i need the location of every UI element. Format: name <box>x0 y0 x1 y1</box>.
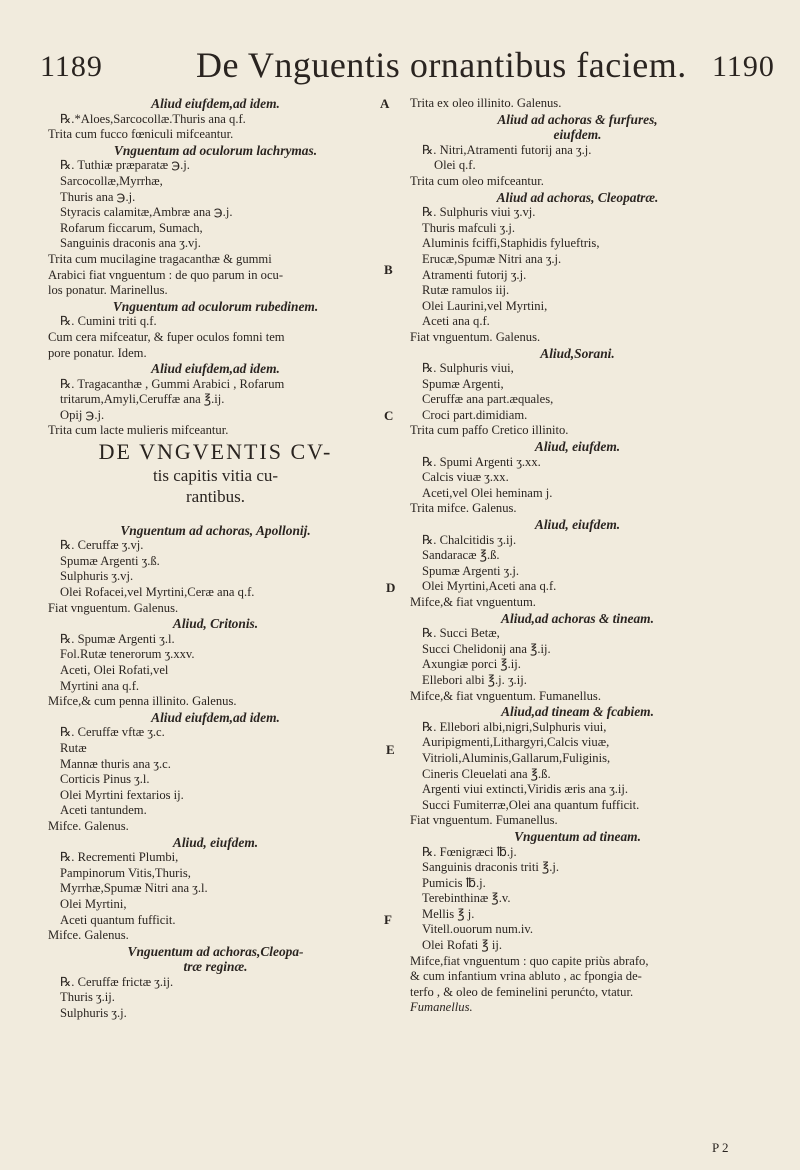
text-line: ℞.*Aloes,Sarcocollæ.Thuris ana q.f. <box>60 111 246 126</box>
text-line: Olei Rofati ℥ ij. <box>422 938 503 953</box>
text-line: Trita cum lacte mulieris mifceantur. <box>48 423 229 438</box>
text-line: Atramenti futorij ʒ.j. <box>422 267 527 282</box>
margin-letter-f: F <box>384 912 392 927</box>
margin-letter-e: E <box>386 742 395 757</box>
text-line: Pumicis ℔.j. <box>422 875 486 890</box>
text-line: Sarcocollæ,Myrrhæ, <box>60 173 163 188</box>
text-line: Aceti tantundem. <box>60 803 147 818</box>
text-line: ℞. Ceruffæ ʒ.vj. <box>60 538 144 553</box>
text-line: Ellebori albi ℥.j. ʒ.ij. <box>422 672 527 687</box>
text-line: Myrrhæ,Spumæ Nitri ana ʒ.l. <box>60 881 208 896</box>
recipe-heading: Aliud,ad tineam & fcabiem. <box>501 704 654 720</box>
margin-letter-d: D <box>386 580 396 595</box>
text-line <box>48 507 383 523</box>
recipe-heading: Aliud,Sorani. <box>540 345 615 361</box>
margin-letter-c: C <box>384 408 394 423</box>
text-line: Mifce,& fiat vnguentum. <box>410 595 536 609</box>
text-line: Spumæ Argenti, <box>422 376 504 391</box>
text-line: Succi Fumiterræ,Olei ana quantum fufficit. <box>422 797 640 812</box>
text-line: los ponatur. Marinellus. <box>48 283 168 298</box>
text-line: Terebinthinæ ℥.v. <box>422 891 511 906</box>
text-line: pore ponatur. Idem. <box>48 345 147 360</box>
recipe-heading: Aliud,ad achoras & tineam. <box>501 610 654 626</box>
recipe-heading: træ reginæ. <box>183 959 248 975</box>
text-line: Trita cum mucilagine tragacanthæ & gummi <box>48 251 272 266</box>
text-line: ℞. Chalcitidis ʒ.ij. <box>422 532 517 547</box>
text-line: ℞. Tragacanthæ , Gummi Arabici , Rofarum <box>60 376 285 391</box>
text-line: Olei q.f. <box>434 158 476 173</box>
text-line: ℞. Ceruffæ frictæ ʒ.ij. <box>60 974 174 989</box>
text-line: Croci part.dimidiam. <box>422 407 528 422</box>
recipe-heading: Vnguentum ad oculorum rubedinem. <box>112 298 319 314</box>
text-line: Corticis Pinus ʒ.l. <box>60 772 150 787</box>
recipe-heading: Aliud eiufdem,ad idem. <box>151 709 280 725</box>
margin-letter-b: B <box>384 262 393 277</box>
text-line: Myrtini ana q.f. <box>60 678 140 693</box>
text-line: Pampinorum Vitis,Thuris, <box>60 865 191 880</box>
text-line: & cum infantium vrina abluto , ac fpongia de- <box>410 969 642 984</box>
text-line: ℞. Ellebori albi,nigri,Sulphuris viui, <box>422 719 607 734</box>
text-line: ℞. Spumi Argenti ʒ.xx. <box>422 454 541 469</box>
text-line: ℞. Nitri,Atramenti futorij ana ʒ.j. <box>422 142 592 157</box>
text-line: Succi Chelidonij ana ℥.ij. <box>422 641 551 656</box>
left-column <box>48 96 383 1022</box>
text-line: Olei Myrtini,Aceti ana q.f. <box>422 579 557 594</box>
text-line: DE VNGVENTIS CV- <box>98 439 333 465</box>
text-line: Trita cum paffo Cretico illinito. <box>410 423 569 438</box>
recipe-heading: Aliud eiufdem,ad idem. <box>151 361 280 377</box>
text-line: ℞. Fœnigræci ℔.j. <box>422 844 517 859</box>
right-column <box>410 96 745 1016</box>
text-line: Opij ℈.j. <box>60 407 105 422</box>
text-line: Mannæ thuris ana ʒ.c. <box>60 756 171 771</box>
text-line: Thuris ʒ.ij. <box>60 990 115 1005</box>
text-line: Aluminis fciffi,Staphidis fylueftris, <box>422 236 600 251</box>
text-line: Mifce,& cum penna illinito. Galenus. <box>48 694 237 709</box>
text-line: Aceti,vel Olei heminam j. <box>422 485 553 500</box>
text-line: ℞. Spumæ Argenti ʒ.l. <box>60 631 175 646</box>
text-line: ℞. Recrementi Plumbi, <box>60 850 179 865</box>
text-line: Aceti quantum fufficit. <box>60 912 176 927</box>
text-line: rantibus. <box>185 487 246 507</box>
recipe-heading: Vnguentum ad achoras, Apollonij. <box>120 522 311 538</box>
text-line: Fiat vnguentum. Fumanellus. <box>410 813 558 828</box>
recipe-heading: Vnguentum ad tineam. <box>514 828 641 844</box>
text-line: Aceti ana q.f. <box>422 314 490 329</box>
text-line: Sulphuris ʒ.vj. <box>60 569 134 584</box>
text-line: Sanguinis draconis triti ℥.j. <box>422 860 560 875</box>
text-line: Rutæ <box>60 740 87 755</box>
text-line: Spumæ Argenti ʒ.j. <box>422 563 520 578</box>
recipe-heading: Aliud, eiufdem. <box>534 439 621 455</box>
text-line: Mellis ℥ j. <box>422 906 475 921</box>
text-line: Cum cera mifceatur, & fuper oculos fomni tem <box>48 329 285 344</box>
recipe-heading: eiufdem. <box>553 127 602 143</box>
text-line: Fumanellus. <box>410 1000 473 1015</box>
text-line: Cineris Cleuelati ana ℥.ß. <box>422 766 551 781</box>
text-line: Spumæ Argenti ʒ.ß. <box>60 553 160 568</box>
margin-letter-a: A <box>380 96 390 111</box>
text-line: Trita cum oleo mifceantur. <box>410 173 544 188</box>
text-line: Auripigmenti,Lithargyri,Calcis viuæ, <box>422 735 610 750</box>
recipe-heading: Aliud ad achoras, Cleopatræ. <box>496 189 659 205</box>
text-line: tis capitis vitia cu- <box>152 466 279 486</box>
text-line: Calcis viuæ ʒ.xx. <box>422 470 509 485</box>
recipe-heading: Vnguentum ad oculorum lachrymas. <box>113 142 318 158</box>
recipe-heading: Aliud, Critonis. <box>172 616 259 632</box>
running-title: De Vnguentis ornantibus faciem. <box>196 45 687 85</box>
text-line: Olei Rofacei,vel Myrtini,Ceræ ana q.f. <box>60 585 255 600</box>
recipe-heading: Aliud, eiufdem. <box>172 834 259 850</box>
text-line: Mifce,fiat vnguentum : quo capite priùs abrafo, <box>410 953 649 968</box>
signature-mark: P 2 <box>712 1140 729 1155</box>
text-line: Olei Laurini,vel Myrtini, <box>422 298 548 313</box>
page-number-left: 1189 <box>40 50 103 83</box>
text-line: Mifce,& fiat vnguentum. Fumanellus. <box>410 688 601 703</box>
text-line: Rofarum ficcarum, Sumach, <box>60 220 203 235</box>
text-line: Mifce. Galenus. <box>48 818 129 833</box>
text-line: Arabici fiat vnguentum : de quo parum in ocu- <box>48 267 284 282</box>
text-line: Mifce. Galenus. <box>48 928 129 943</box>
text-line: ℞. Sulphuris viui, <box>422 361 514 376</box>
text-line: ℞. Cumini triti q.f. <box>60 314 157 329</box>
recipe-heading: Aliud eiufdem,ad idem. <box>151 96 280 111</box>
text-line: Sanguinis draconis ana ʒ.vj. <box>60 236 201 251</box>
recipe-heading: Vnguentum ad achoras,Cleopa- <box>127 943 304 959</box>
page-number-right: 1190 <box>712 50 775 83</box>
recipe-heading: Aliud ad achoras & furfures, <box>497 111 658 127</box>
text-line: Axungiæ porci ℥.ij. <box>422 657 521 672</box>
text-line: Fiat vnguentum. Galenus. <box>48 600 179 615</box>
text-line: Trita cum fucco fœniculi mifceantur. <box>48 127 234 142</box>
text-line: Olei Myrtini, <box>60 896 127 911</box>
text-line: Fol.Rutæ tenerorum ʒ.xxv. <box>60 647 195 662</box>
text-line: ℞. Tuthiæ præparatæ ℈.j. <box>60 158 190 173</box>
text-line: terfo , & oleo de feminelini perunćto, vtatur. <box>410 984 634 999</box>
text-line: Argenti viui extincti,Viridis æris ana ʒ.ij. <box>422 782 629 797</box>
text-line: Sulphuris ʒ.j. <box>60 1006 127 1021</box>
text-line: ℞. Succi Betæ, <box>422 626 500 641</box>
text-line: Erucæ,Spumæ Nitri ana ʒ.j. <box>422 251 562 266</box>
text-line: tritarum,Amyli,Ceruffæ ana ℥.ij. <box>60 392 225 407</box>
text-line: Vitell.ouorum num.iv. <box>422 922 534 937</box>
text-line: Trita ex oleo illinito. Galenus. <box>410 96 562 110</box>
text-line: Trita mifce. Galenus. <box>410 501 517 516</box>
text-line: Thuris mafculi ʒ.j. <box>422 220 516 235</box>
text-line: Sandaracæ ℥.ß. <box>422 548 500 563</box>
text-line: Vitrioli,Aluminis,Gallarum,Fuliginis, <box>422 750 611 765</box>
recipe-heading: Aliud, eiufdem. <box>534 517 621 533</box>
text-line: Thuris ana ℈.j. <box>60 189 136 204</box>
text-line: Rutæ ramulos iij. <box>422 283 510 298</box>
text-line: Olei Myrtini fextarios ij. <box>60 787 184 802</box>
text-line: Ceruffæ ana part.æquales, <box>422 392 554 407</box>
text-line: Fiat vnguentum. Galenus. <box>410 329 541 344</box>
text-line: ℞. Sulphuris viui ʒ.vj. <box>422 205 536 220</box>
text-line: ℞. Ceruffæ vftæ ʒ.c. <box>60 725 165 740</box>
page-header <box>0 45 800 94</box>
text-line: Styracis calamitæ,Ambræ ana ℈.j. <box>60 205 233 220</box>
text-line: Aceti, Olei Rofati,vel <box>60 663 169 677</box>
